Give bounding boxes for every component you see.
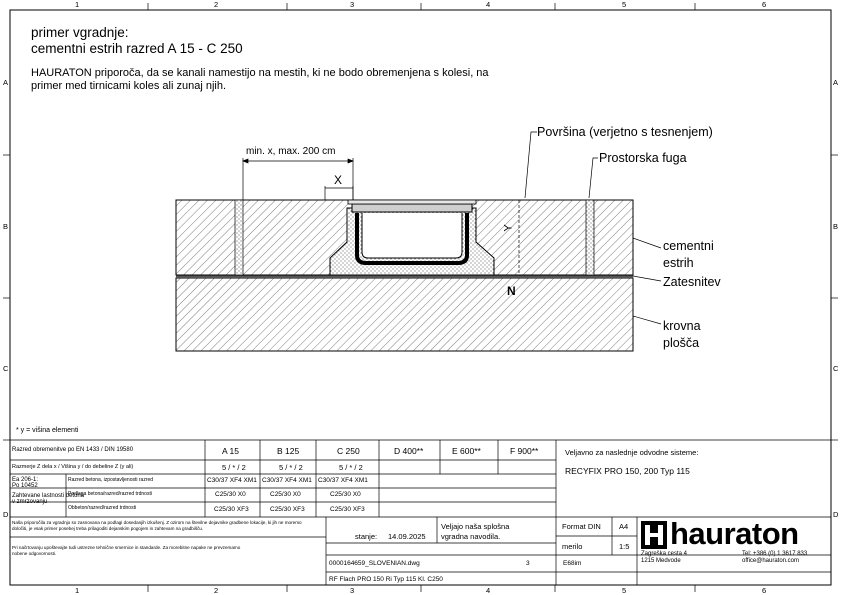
- row-mark-d-right: D: [833, 510, 839, 519]
- ratio-c250: 5 / * / 2: [339, 463, 363, 472]
- row-mark-b: B: [3, 222, 9, 231]
- note-line-1: HAURATON priporoča, da se kanali namestijo na mestih, ki ne bodo obremenjena s kolesi, na: [31, 67, 489, 79]
- roof-slab: [176, 278, 633, 351]
- ratio-label: Razmerje Z dela x / Višina y / do debeline Z (y ali): [12, 464, 134, 470]
- expansion-joint-left: [235, 200, 243, 275]
- col-mark-1: 1: [75, 0, 80, 9]
- disclaimer-2a: Pri načrtovanju upoštevajte tudi ustrezne tehnične smernice in standarde. Za morebitne napake ne prevzemamo: [12, 545, 241, 550]
- x-label: X: [334, 173, 343, 187]
- title-line-2: cementni estrih razred A 15 - C 250: [31, 41, 243, 56]
- row2-left-b: v zmrzovanju: [12, 499, 48, 505]
- screed-label-1: cementni: [663, 239, 714, 253]
- y-label: Y: [502, 224, 515, 232]
- expansion-joint-right: [586, 200, 594, 275]
- valid-value: RECYFIX PRO 150, 200 Typ 115: [565, 466, 690, 476]
- status-label: stanje:: [355, 532, 378, 541]
- disclaimer-1b: določiti, je vsak primer posebej treba prilagoditi dejanskim pogojem in zahtevam na gradbišču.: [12, 526, 204, 531]
- row1-val-a: C30/37 XF4 XM1: [207, 477, 257, 484]
- col-mark-5-bottom: 5: [622, 586, 627, 595]
- row3-val-c: C25/30 XF3: [330, 506, 365, 513]
- footnote: * y = višina elementi: [16, 427, 79, 434]
- class-c250: C 250: [337, 446, 360, 456]
- row3-mid: Obbeton/razred/razred trdnosti: [68, 505, 137, 511]
- valid-label: Veljavno za naslednje odvodne sisteme:: [565, 448, 699, 457]
- class-header: Razred obremenitve po EN 1433 / DIN 19580: [12, 447, 134, 453]
- disclaimer-1a: Naša priporočila za vgradnjo so zasnovana na podlagi dosedanjih izkušenj. Z ozirom na številne dejavnike gradbene lokacije, ki jih ne moremo: [12, 520, 302, 525]
- row3-val-a: C25/30 XF3: [214, 506, 249, 513]
- row2-val-c: C25/30 X0: [330, 491, 361, 498]
- follow-line-2: vgradna navodila.: [441, 532, 501, 541]
- col-mark-4: 4: [486, 0, 491, 9]
- roof-label-1: krovna: [663, 319, 701, 333]
- row2-left-a: Zahtevane lastnosti betona: [12, 493, 85, 499]
- status-date: 14.09.2025: [388, 532, 426, 541]
- address-line-1: Zagreška cesta 4: [641, 551, 688, 557]
- joint-label: Prostorska fuga: [599, 151, 687, 165]
- col-mark-4-bottom: 4: [486, 586, 491, 595]
- product-name: RF Flach PRO 150 Ri Typ 115 Kl. C250: [329, 576, 443, 583]
- row2-val-b: C25/30 X0: [270, 491, 301, 498]
- ratio-a15: 5 / * / 2: [222, 463, 246, 472]
- col-mark-3: 3: [350, 0, 355, 9]
- class-a15: A 15: [222, 446, 240, 456]
- address-line-2: 1215 Medvode: [641, 558, 681, 564]
- channel-inner: [362, 213, 462, 258]
- surface-label: Površina (verjetno s tesnenjem): [537, 125, 713, 139]
- row1-left-b: Po 10452: [12, 483, 38, 489]
- row-mark-c-right: C: [833, 364, 839, 373]
- roof-label-2: plošča: [663, 336, 700, 350]
- class-f900: F 900**: [510, 446, 539, 456]
- col-mark-2: 2: [214, 0, 219, 9]
- sheet-number: 3: [526, 560, 530, 567]
- row3-val-b: C25/30 XF3: [270, 506, 305, 513]
- follow-line-1: Veljajo naša splošna: [441, 522, 510, 531]
- revision: E68im: [563, 560, 582, 567]
- screed-label-2: estrih: [663, 256, 694, 270]
- row-mark-c: C: [3, 364, 9, 373]
- col-mark-3-bottom: 3: [350, 586, 355, 595]
- email: office@hauraton.com: [742, 558, 800, 564]
- title-line-1: primer vgradnje:: [31, 25, 129, 40]
- class-b125: B 125: [277, 446, 300, 456]
- row-mark-d: D: [3, 510, 9, 519]
- row1-mid: Razred betona, izpostavljenosti razred: [68, 477, 154, 483]
- file-name: 0000164659_SLOVENIAN.dwg: [329, 560, 420, 567]
- col-mark-6: 6: [762, 0, 767, 9]
- ratio-b125: 5 / * / 2: [279, 463, 303, 472]
- scale-value: 1:5: [619, 542, 630, 551]
- min-x-label: min. x, max. 200 cm: [246, 146, 336, 157]
- col-mark-1-bottom: 1: [75, 586, 80, 595]
- col-mark-5: 5: [622, 0, 627, 9]
- disclaimer-2b: nobene odgovornosti.: [12, 551, 57, 556]
- col-mark-2-bottom: 2: [214, 586, 219, 595]
- row1-val-b: C30/37 XF4 XM1: [262, 477, 312, 484]
- hauraton-logo-mark: [641, 521, 667, 549]
- row-mark-a-right: A: [833, 78, 839, 87]
- row2-mid: Podlaga betona/razred/razred trdnosti: [68, 491, 152, 497]
- row-mark-b-right: B: [833, 222, 839, 231]
- note-line-2: primer med tirnicami koles ali zunaj njih.: [31, 80, 227, 92]
- title-block-grid: [10, 440, 831, 585]
- dimension-x: [325, 186, 353, 200]
- grating: [352, 204, 472, 212]
- frame-rail: [348, 200, 476, 204]
- seal-label: Zatesnitev: [663, 275, 721, 289]
- row1-left-a: Ea 206-1:: [12, 477, 39, 483]
- class-d400: D 400**: [394, 446, 424, 456]
- format-value: A4: [619, 522, 629, 531]
- scale-label: merilo: [562, 542, 583, 551]
- row1-val-c: C30/37 XF4 XM1: [318, 477, 368, 484]
- company-logo-text: hauraton: [670, 516, 799, 551]
- class-e600: E 600**: [452, 446, 481, 456]
- telephone: Tel: +386 (0) 1 3617 833: [742, 551, 808, 557]
- format-label: Format DIN: [562, 522, 601, 531]
- row2-val-a: C25/30 X0: [215, 491, 246, 498]
- screed-left: [176, 200, 353, 275]
- n-label: N: [507, 284, 516, 298]
- row-mark-a: A: [3, 78, 9, 87]
- col-mark-6-bottom: 6: [762, 586, 767, 595]
